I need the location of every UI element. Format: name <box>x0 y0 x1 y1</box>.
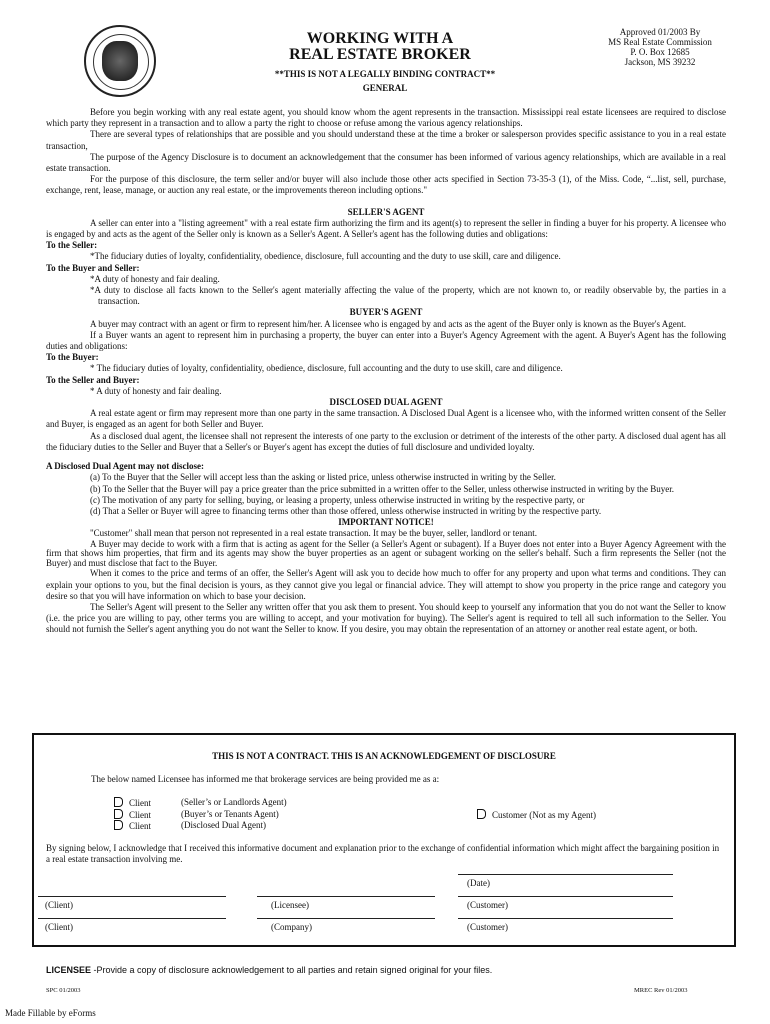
ack-intro: The below named Licensee has informed me that brokerage services are being provided me as a: <box>91 774 440 784</box>
dual-may-not-list <box>90 472 726 517</box>
list-item: (c) The motivation of any party for selling, buying, or leasing a property, unless otherwise instructed in writing by the respective party, or <box>90 494 585 505</box>
title-line-2: REAL ESTATE BROKER <box>289 46 471 63</box>
general-heading: GENERAL <box>362 83 408 93</box>
sellers-agent-p1: A seller can enter into a "listing agreement" with a real estate firm authorizing the firm and its agent(s) to represent the seller in finding a buyer for his property. A licensee who is engaged by and acts as the agent of the Seller only is known as a Seller's Agent. A Seller's agent has the following duties and obligations: <box>46 217 726 240</box>
title-line-1: WORKING WITH A <box>306 30 454 47</box>
ack-signing-text: By signing below, I acknowledge that I received this informative document and explanation prior to the exchange of confidential information which might affect the bargaining position in a real estate transaction involving me. <box>46 843 720 864</box>
customer-line-1[interactable] <box>458 896 673 897</box>
checkbox-icon[interactable] <box>114 820 123 830</box>
to-seller-and-buyer-label: To the Seller and Buyer: <box>46 374 140 385</box>
dual-agent-heading: DISCLOSED DUAL AGENT <box>329 397 443 408</box>
customer-label-1: (Customer) <box>467 900 508 910</box>
client-line-1[interactable] <box>38 896 226 897</box>
client-label-2: (Client) <box>45 922 73 932</box>
notice-p1: "Customer" shall mean that person not represented in a real estate transaction. It may be the buyer, seller, landlord or tenant. <box>90 528 537 539</box>
acknowledgement-box <box>32 733 736 947</box>
dual-agent-p2: As a disclosed dual agent, the licensee shall not represent the interests of one party to the exclusion or detriment of the interests of the other party. A disclosed dual agent has all the fiduciary duties to the Seller and Buyer that a Seller's or Buyer's agent has except the duties of full disclosure and undivided loyalty. <box>46 430 726 452</box>
general-p1: Before you begin working with any real estate agent, you should know whom the agent represents in the transaction. Mississippi real estate licensees are required to disclose which party they represent in a transaction and to allow a party the right to choose or refuse among the various agency relationships. <box>46 107 726 129</box>
company-label: (Company) <box>271 922 312 932</box>
bs-duty-1: *A duty of honesty and fair dealing. <box>90 273 220 284</box>
client-label-1: (Client) <box>45 900 73 910</box>
approval-block: Approved 01/2003 By MS Real Estate Commission P. O. Box 12685 Jackson, MS 39232 <box>608 27 712 67</box>
ack-heading: THIS IS NOT A CONTRACT. THIS IS AN ACKNOWLEDGEMENT OF DISCLOSURE <box>212 751 556 761</box>
not-contract-notice: **THIS IS NOT A LEGALLY BINDING CONTRACT** <box>274 69 496 79</box>
customer-option[interactable]: Customer (Not as my Agent) <box>477 809 596 820</box>
list-item: (d) That a Seller or Buyer will agree to financing terms other than those offered, unless otherwise instructed in writing by the respective party. <box>90 505 602 516</box>
buyer-duty: * The fiduciary duties of loyalty, confidentiality, obedience, disclosure, full accounting and the duty to use skill, care and diligence. <box>90 363 563 374</box>
notice-p2: A Buyer may decide to work with a firm that is acting as agent for the Seller (a Seller's Agent or subagent). If a Buyer does not enter into a Buyer Agency Agreement with the firm that shows him properties, that firm and its agents may show the buyer properties as an agent or subagent working on the seller's behalf. Such a firm represents the Seller (not the Buyer) and must disclose that fact to the Buyer. <box>46 538 726 568</box>
client-option-sellers[interactable]: Client <box>114 797 151 808</box>
licensee-line[interactable] <box>257 896 435 897</box>
general-p2: There are several types of relationships that are possible and you should understand these at the time a broker or salesperson provides specific assistance to you in a real estate transaction, <box>46 129 726 151</box>
checkbox-icon[interactable] <box>114 797 123 807</box>
important-notice-heading: IMPORTANT NOTICE! <box>338 517 434 528</box>
customer-line-2[interactable] <box>458 918 673 919</box>
sellers-agent-heading: SELLER'S AGENT <box>347 206 425 217</box>
buyers-agent-heading: BUYER'S AGENT <box>349 307 423 318</box>
checkbox-icon[interactable] <box>114 809 123 819</box>
option-desc: (Disclosed Dual Agent) <box>181 820 266 830</box>
notice-p3: When it comes to the price and terms of an offer, the Seller's Agent will ask you to decide how much to offer for any property and upon what terms and conditions. They can explain your options to you, but the final decision is yours, as they cannot give you legal or financial advice. They will attempt to show you property in the price range and category you desire so that you will have information on which to base your decision. <box>46 568 726 601</box>
dual-agent-p1: A real estate agent or firm may represent more than one party in the same transaction. A Disclosed Dual Agent is a licensee who, with the informed written consent of the Seller and Buyer, is engaged as an agent for both Seller and Buyer. <box>46 408 726 430</box>
bs-duty-2: *A duty to disclose all facts known to the Seller's agent materially affecting the value of the property, which are not known to, or readily observable by, the parties in a transaction. <box>90 285 726 307</box>
to-the-buyer-label: To the Buyer: <box>46 352 99 363</box>
company-line[interactable] <box>257 918 435 919</box>
list-item: (a) To the Buyer that the Seller will accept less than the asking or listed price, unless otherwise instructed in writing by the Seller. <box>90 472 556 483</box>
general-p3: The purpose of the Agency Disclosure is to document an acknowledgement that the consumer has been informed of various agency relationships, which are available in a real estate transaction. <box>46 151 726 174</box>
mrec-code: MREC Rev 01/2003 <box>634 987 688 994</box>
to-buyer-and-seller-label: To the Buyer and Seller: <box>46 262 140 273</box>
notice-p4: The Seller's Agent will present to the Seller any written offer that you ask them to present. You should keep to yourself any information that you do not want the Seller to know (i.e. the price you are willing to pay, other terms you are willing to accept, and your motivation for buying). The Seller's agent is required to tell all such information to the Seller. You should not furnish the Seller's agent anything you do not want the Seller to know. If you desire, you may obtain the representation of an attorney or another real estate agent, or both. <box>46 601 726 635</box>
option-desc: (Buyer’s or Tenants Agent) <box>181 809 279 819</box>
spc-code: SPC 01/2003 <box>46 987 81 994</box>
date-line[interactable] <box>458 874 673 875</box>
client-line-2[interactable] <box>38 918 226 919</box>
customer-label-2: (Customer) <box>467 922 508 932</box>
sb-duty: * A duty of honesty and fair dealing. <box>90 385 222 396</box>
client-option-dual[interactable]: Client <box>114 820 151 831</box>
buyers-agent-p2: If a Buyer wants an agent to represent him in purchasing a property, the buyer can enter into a Buyer's Agency Agreement with the agent. A Buyer's Agent has the following duties and obligations: <box>46 329 726 352</box>
checkbox-icon[interactable] <box>477 809 486 819</box>
seller-duty: *The fiduciary duties of loyalty, confidentiality, obedience, disclosure, full accounting and the duty to use skill, care and diligence. <box>90 251 561 262</box>
date-label: (Date) <box>467 878 490 888</box>
licensee-footer-note: LICENSEE -Provide a copy of disclosure acknowledgement to all parties and retain signed original for your files. <box>46 965 493 975</box>
option-desc: (Seller’s or Landlords Agent) <box>181 797 287 807</box>
to-the-seller-label: To the Seller: <box>46 240 98 251</box>
buyers-agent-p1: A buyer may contract with an agent or firm to represent him/her. A licensee who is engaged by and acts as the agent of the Buyer only is known as the Buyer's Agent. <box>90 318 686 329</box>
licensee-label: (Licensee) <box>271 900 309 910</box>
body-text <box>46 107 726 636</box>
made-fillable-note: Made Fillable by eForms <box>5 1008 96 1018</box>
dual-may-not-label: A Disclosed Dual Agent may not disclose: <box>46 461 205 472</box>
client-option-buyers[interactable]: Client <box>114 809 151 820</box>
general-p4: For the purpose of this disclosure, the term seller and/or buyer will also include those other acts specified in Section 73-35-3 (1), of the Miss. Code, “...list, sell, purchase, exchange, rent, lease, manage, or auction any real estate, or the improvements thereon including options." <box>46 174 726 196</box>
list-item: (b) To the Seller that the Buyer will pay a price greater than the price submitted in a written offer to the Seller, unless otherwise instructed in writing by the Buyer. <box>90 483 675 494</box>
